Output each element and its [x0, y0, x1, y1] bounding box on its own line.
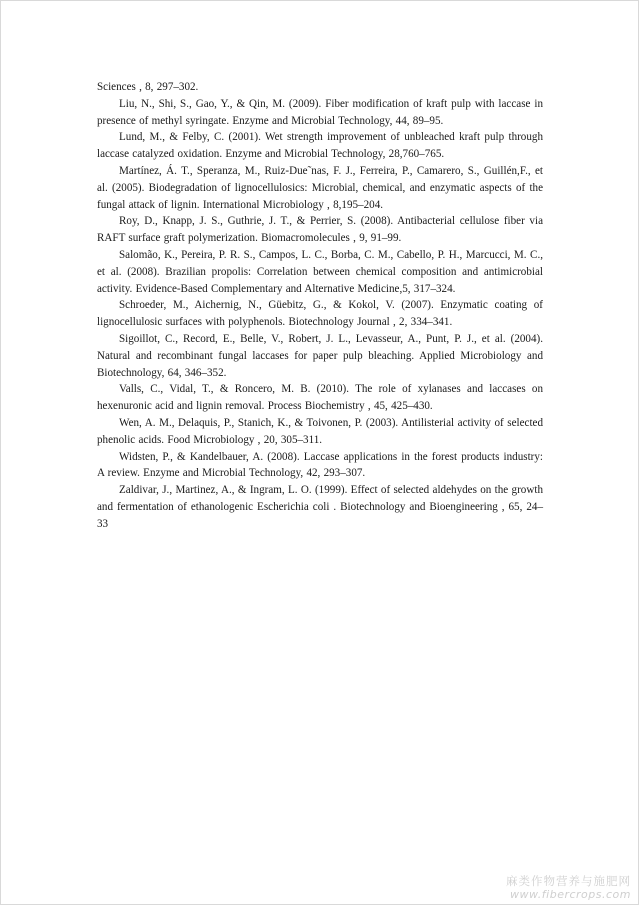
reference-entry: Liu, N., Shi, S., Gao, Y., & Qin, M. (2009). Fiber modification of kraft pulp with laccase in presence of methyl syringate. Enzyme and Microbial Technology, 44, 89–95. [97, 97, 543, 127]
reference-entry: Schroeder, M., Aichernig, N., Güebitz, G., & Kokol, V. (2007). Enzymatic coating of lignocellulosic surfaces with polyphenols. Biotechnology Journal , 2, 334–341. [97, 299, 543, 329]
reference-entry: Widsten, P., & Kandelbauer, A. (2008). Laccase applications in the forest products industry: A review. Enzyme and Microbial Technology, 42, 293–307. [97, 450, 543, 480]
reference-entry: Martínez, Á. T., Speranza, M., Ruiz-Due˜nas, F. J., Ferreira, P., Camarero, S., Guillén,F., et al. (2005). Biodegradation of lignocellulosics: Microbial, chemical, and enzymatic aspects of the fungal attack of lignin. International Microbiology , 8,195–204. [97, 164, 543, 211]
watermark-site-name: 麻类作物营养与施肥网 [506, 874, 631, 888]
reference-entry: Zaldivar, J., Martinez, A., & Ingram, L. O. (1999). Effect of selected aldehydes on the growth and fermentation of ethanologenic Escherichia coli . Biotechnology and Bioengineering , 65, 24–33 [97, 484, 543, 530]
reference-entry: Lund, M., & Felby, C. (2001). Wet strength improvement of unbleached kraft pulp through laccase catalyzed oxidation. Enzyme and Microbial Technology, 28,760–765. [97, 131, 543, 161]
reference-entry: Sigoillot, C., Record, E., Belle, V., Robert, J. L., Levasseur, A., Punt, P. J., et al. (2004). Natural and recombinant fungal laccases for paper pulp bleaching. Applied Microbiology and Biotechnology, 64, 346–352. [97, 332, 543, 379]
watermark [506, 875, 631, 901]
reference-entry: Roy, D., Knapp, J. S., Guthrie, J. T., & Perrier, S. (2008). Antibacterial cellulose fiber via RAFT surface graft polymerization. Biomacromolecules , 9, 91–99. [97, 215, 543, 245]
reference-list [97, 79, 543, 533]
reference-entry: Sciences , 8, 297–302. [97, 81, 199, 93]
reference-entry: Valls, C., Vidal, T., & Roncero, M. B. (2010). The role of xylanases and laccases on hexenuronic acid and lignin removal. Process Biochemistry , 45, 425–430. [97, 383, 543, 413]
watermark-url: www.fibercrops.com [510, 888, 631, 901]
reference-entry: Salomão, K., Pereira, P. R. S., Campos, L. C., Borba, C. M., Cabello, P. H., Marcucci, M. C., et al. (2008). Brazilian propolis: Correlation between chemical composition and antimicrobial activity. Evidence-Based Complementary and Alternative Medicine,5, 317–324. [97, 248, 543, 295]
reference-entry: Wen, A. M., Delaquis, P., Stanich, K., & Toivonen, P. (2003). Antilisterial activity of selected phenolic acids. Food Microbiology , 20, 305–311. [97, 416, 543, 446]
